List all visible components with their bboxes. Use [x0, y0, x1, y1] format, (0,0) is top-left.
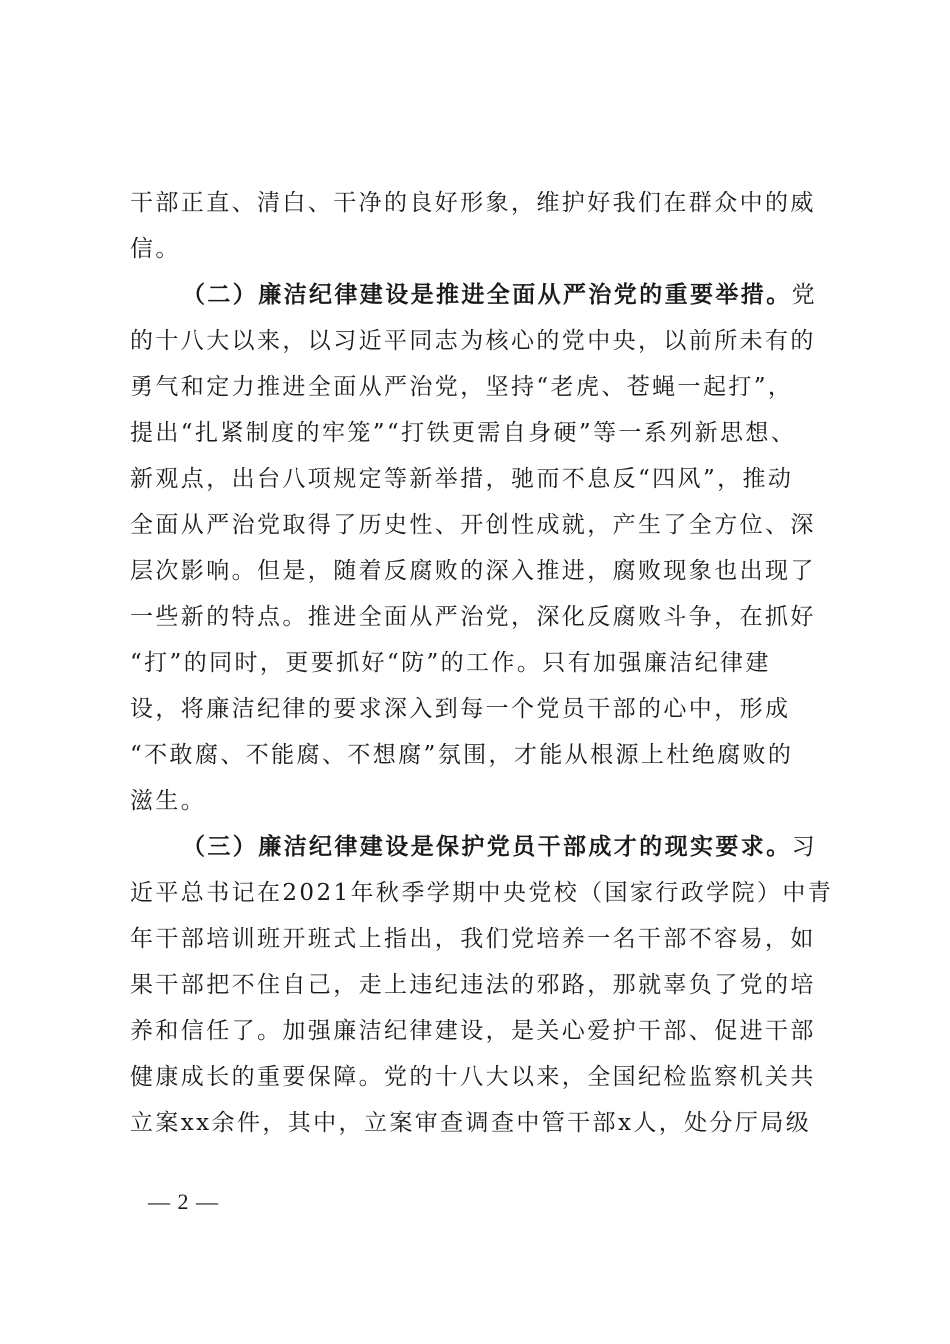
paragraph-2-line: 全面从严治党取得了历史性、开创性成就，产生了全方位、深 — [130, 512, 816, 538]
paragraph-3-first-line — [130, 824, 830, 870]
paragraph-3-line: 年干部培训班开班式上指出，我们党培养一名干部不容易，如 — [130, 926, 816, 952]
paragraph-3-heading: （三）廉洁纪律建设是保护党员干部成才的现实要求。 — [182, 833, 792, 860]
paragraph-2-line: 一些新的特点。推进全面从严治党，深化反腐败斗争，在抓好 — [130, 604, 816, 630]
paragraph-3-line-1-tail: 习 — [791, 834, 818, 860]
paragraph-2-line: 新观点，出台八项规定等新举措，驰而不息反“四风”，推动 — [130, 466, 794, 492]
paragraph-2-first-line — [130, 272, 830, 318]
paragraph-2-line: “不敢腐、不能腐、不想腐”氛围，才能从根源上杜绝腐败的 — [130, 742, 794, 768]
paragraph-1-line-2: 信。 — [130, 236, 181, 262]
paragraph-2-line: 提出“扎紧制度的牢笼”“打铁更需自身硬”等一系列新思想、 — [130, 420, 797, 446]
paragraph-2-heading: （二）廉洁纪律建设是推进全面从严治党的重要举措。 — [182, 281, 792, 308]
paragraph-3-line: 立案xx余件，其中，立案审查调查中管干部x人，处分厅局级 — [130, 1110, 812, 1136]
paragraph-2-line: 的十八大以来，以习近平同志为核心的党中央，以前所未有的 — [130, 328, 816, 354]
page-number: — 2 — — [148, 1189, 219, 1214]
paragraph-2-line: “打”的同时，更要抓好“防”的工作。只有加强廉洁纪律建 — [130, 650, 771, 676]
paragraph-3-line: 养和信任了。加强廉洁纪律建设，是关心爱护干部、促进干部 — [130, 1018, 816, 1044]
paragraph-2-line: 勇气和定力推进全面从严治党，坚持“老虎、苍蝇一起打”， — [130, 374, 794, 400]
paragraph-2-line: 滋生。 — [130, 788, 207, 814]
paragraph-3-line: 近平总书记在2021年秋季学期中央党校（国家行政学院）中青 — [130, 880, 834, 906]
paragraph-2-line: 设，将廉洁纪律的要求深入到每一个党员干部的心中，形成 — [130, 696, 791, 722]
paragraph-2-line-1-tail: 党 — [791, 282, 818, 308]
paragraph-3-line: 果干部把不住自己，走上违纪违法的邪路，那就辜负了党的培 — [130, 972, 816, 998]
paragraph-2-line: 层次影响。但是，随着反腐败的深入推进，腐败现象也出现了 — [130, 558, 816, 584]
paragraph-3-line: 健康成长的重要保障。党的十八大以来，全国纪检监察机关共 — [130, 1064, 816, 1090]
paragraph-1-line-1: 干部正直、清白、干净的良好形象，维护好我们在群众中的威 — [130, 190, 816, 216]
document-body — [130, 180, 834, 1146]
